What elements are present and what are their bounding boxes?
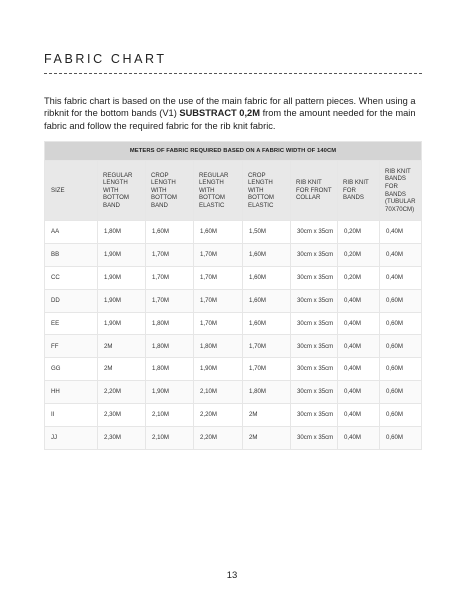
intro-emphasis: SUBSTRACT 0,2M bbox=[179, 108, 260, 119]
size-cell: CC bbox=[45, 266, 98, 289]
size-cell: BB bbox=[45, 243, 98, 266]
column-header: REGULAR LENGTH WITH BOTTOM BAND bbox=[98, 161, 146, 221]
table-cell: 1,70M bbox=[146, 289, 194, 312]
table-cell: 1,60M bbox=[243, 266, 291, 289]
table-cell: 0,20M bbox=[338, 221, 380, 244]
table-cell: 0,40M bbox=[338, 404, 380, 427]
table-cell: 0,40M bbox=[380, 221, 422, 244]
column-header: REGULAR LENGTH WITH BOTTOM ELASTIC bbox=[194, 161, 243, 221]
size-cell: EE bbox=[45, 312, 98, 335]
table-cell: 1,90M bbox=[98, 266, 146, 289]
table-cell: 0,20M bbox=[338, 243, 380, 266]
table-cell: 1,60M bbox=[243, 312, 291, 335]
table-cell: 1,70M bbox=[146, 266, 194, 289]
size-cell: FF bbox=[45, 335, 98, 358]
table-cell: 1,90M bbox=[194, 358, 243, 381]
table-cell: 0,60M bbox=[380, 404, 422, 427]
column-header: RIB KNIT FOR BANDS bbox=[338, 161, 380, 221]
table-cell: 2,20M bbox=[194, 404, 243, 427]
intro-text-end: from the amount needed for the main fabric and follow the required fabric for the rib knit fabric. bbox=[44, 108, 416, 131]
table-cell: 1,60M bbox=[243, 243, 291, 266]
size-cell: HH bbox=[45, 381, 98, 404]
table-cell: 30cm x 35cm bbox=[291, 335, 338, 358]
table-cell: 1,70M bbox=[194, 243, 243, 266]
page-title: FABRIC CHART bbox=[44, 52, 167, 66]
table-row bbox=[45, 381, 422, 404]
table-cell: 30cm x 35cm bbox=[291, 427, 338, 450]
table-cell: 30cm x 35cm bbox=[291, 358, 338, 381]
table-row bbox=[45, 312, 422, 335]
table-cell: 1,70M bbox=[194, 266, 243, 289]
page-number: 13 bbox=[226, 570, 238, 581]
column-header: CROP LENGTH WITH BOTTOM ELASTIC bbox=[243, 161, 291, 221]
table-cell: 0,40M bbox=[338, 381, 380, 404]
table-cell: 30cm x 35cm bbox=[291, 312, 338, 335]
column-header: SIZE bbox=[45, 161, 98, 221]
size-cell: AA bbox=[45, 221, 98, 244]
table-row bbox=[45, 289, 422, 312]
table-cell: 1,80M bbox=[146, 335, 194, 358]
table-cell: 1,70M bbox=[194, 312, 243, 335]
table-cell: 30cm x 35cm bbox=[291, 404, 338, 427]
table-cell: 2,10M bbox=[194, 381, 243, 404]
table-row bbox=[45, 221, 422, 244]
table-cell: 1,80M bbox=[98, 221, 146, 244]
table-cell: 0,60M bbox=[380, 335, 422, 358]
intro-paragraph bbox=[44, 95, 424, 132]
table-cell: 30cm x 35cm bbox=[291, 266, 338, 289]
table-cell: 0,60M bbox=[380, 289, 422, 312]
table-cell: 2M bbox=[98, 358, 146, 381]
table-cell: 0,40M bbox=[338, 289, 380, 312]
table-cell: 0,60M bbox=[380, 358, 422, 381]
table-cell: 30cm x 35cm bbox=[291, 221, 338, 244]
table-cell: 1,80M bbox=[146, 358, 194, 381]
fabric-chart-table bbox=[44, 141, 422, 450]
table-cell: 2,30M bbox=[98, 427, 146, 450]
size-cell: DD bbox=[45, 289, 98, 312]
table-cell: 0,60M bbox=[380, 427, 422, 450]
table-cell: 1,70M bbox=[146, 243, 194, 266]
table-cell: 0,60M bbox=[380, 381, 422, 404]
intro-text-start: This fabric chart is based on the use of the main fabric for all pattern pieces. When using a ribknit for the bottom bands (V1) bbox=[44, 96, 416, 119]
table-cell: 0,60M bbox=[380, 312, 422, 335]
table-cell: 1,80M bbox=[146, 312, 194, 335]
table-row bbox=[45, 427, 422, 450]
size-cell: JJ bbox=[45, 427, 98, 450]
table-cell: 30cm x 35cm bbox=[291, 289, 338, 312]
table-cell: 1,50M bbox=[243, 221, 291, 244]
table-cell: 0,40M bbox=[338, 358, 380, 381]
table-cell: 1,60M bbox=[194, 221, 243, 244]
table-cell: 0,40M bbox=[338, 312, 380, 335]
table-cell: 2,30M bbox=[98, 404, 146, 427]
size-cell: II bbox=[45, 404, 98, 427]
table-row bbox=[45, 404, 422, 427]
table-cell: 2M bbox=[98, 335, 146, 358]
table-cell: 1,90M bbox=[98, 243, 146, 266]
column-header: CROP LENGTH WITH BOTTOM BAND bbox=[146, 161, 194, 221]
title-divider bbox=[44, 73, 422, 74]
table-body bbox=[45, 221, 422, 450]
table-cell: 2,10M bbox=[146, 404, 194, 427]
table-cell: 1,60M bbox=[243, 289, 291, 312]
table-cell: 0,40M bbox=[380, 243, 422, 266]
table-row bbox=[45, 266, 422, 289]
table-cell: 0,40M bbox=[380, 266, 422, 289]
table-cell: 30cm x 35cm bbox=[291, 381, 338, 404]
table-cell: 2,20M bbox=[194, 427, 243, 450]
table-cell: 0,20M bbox=[338, 266, 380, 289]
column-header: RIB KNIT BANDS FOR BANDS (TUBULAR 70X70CM) bbox=[380, 161, 422, 221]
table-cell: 1,90M bbox=[98, 289, 146, 312]
table-cell: 1,70M bbox=[243, 335, 291, 358]
table-cell: 1,80M bbox=[243, 381, 291, 404]
table-cell: 2,20M bbox=[98, 381, 146, 404]
table-cell: 1,60M bbox=[146, 221, 194, 244]
table-cell: 2M bbox=[243, 404, 291, 427]
table-cell: 1,80M bbox=[194, 335, 243, 358]
table-cell: 2,10M bbox=[146, 427, 194, 450]
table-cell: 1,90M bbox=[146, 381, 194, 404]
table-row bbox=[45, 358, 422, 381]
table-header-row bbox=[45, 161, 422, 221]
table-caption: METERS OF FABRIC REQUIRED BASED ON A FABRIC WIDTH OF 140CM bbox=[45, 142, 422, 161]
table-cell: 1,70M bbox=[194, 289, 243, 312]
table-cell: 1,90M bbox=[98, 312, 146, 335]
table-cell: 0,40M bbox=[338, 335, 380, 358]
table-cell: 0,40M bbox=[338, 427, 380, 450]
table-caption-row bbox=[45, 142, 422, 161]
table-cell: 30cm x 35cm bbox=[291, 243, 338, 266]
table-cell: 1,70M bbox=[243, 358, 291, 381]
column-header: RIB KNIT FOR FRONT COLLAR bbox=[291, 161, 338, 221]
table-cell: 2M bbox=[243, 427, 291, 450]
size-cell: GG bbox=[45, 358, 98, 381]
table-row bbox=[45, 335, 422, 358]
table-row bbox=[45, 243, 422, 266]
